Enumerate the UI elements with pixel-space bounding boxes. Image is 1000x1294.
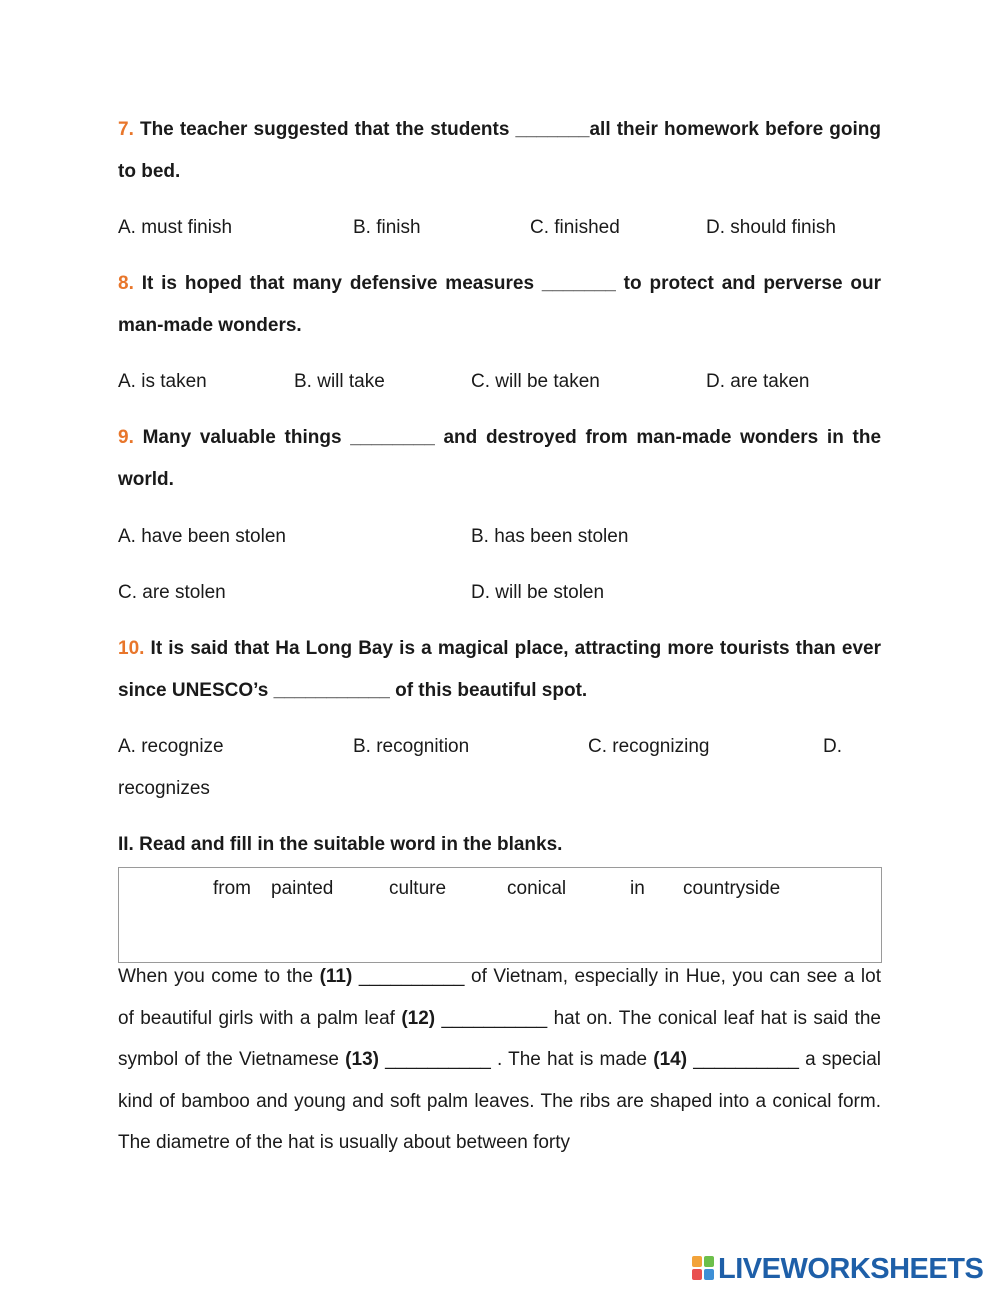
question-7 [118,109,881,193]
question-9 [118,417,881,501]
option-c[interactable]: C. finished [530,217,620,238]
reading-passage [118,956,881,1164]
passage-text: __________ . The hat is made [378,1049,654,1071]
word-item: painted [271,878,334,899]
option-d[interactable]: D. should finish [706,217,836,238]
option-a[interactable]: A. have been stolen [118,526,286,547]
logo-text: LIVEWORKSHEETS [718,1252,984,1285]
option-c[interactable]: C. will be taken [471,371,600,392]
passage-text: When you come to the [118,966,320,987]
word-item: conical [507,878,567,899]
blank-number: (11) [319,966,353,987]
option-d[interactable]: D. [823,736,842,757]
passage-text: __________ hat on. The conical leaf hat is said the symbol of the Vietnamese [118,1007,881,1071]
option-d-cont[interactable]: recognizes [118,778,210,799]
question-number: 7. [118,119,134,140]
blank-number: (12) [401,1007,436,1029]
passage-text: __________ a special kind of bamboo and young and soft palm leaves. The ribs are shaped into a conical form. The diametre of the hat is usually about between forty [118,1049,881,1154]
question-number: 9. [118,427,134,448]
option-d[interactable]: D. will be stolen [471,582,605,603]
word-box [118,867,882,963]
question-8 [118,263,881,347]
question-text: It is said that Ha Long Bay is a magical place, attracting more tourists than [150,638,836,659]
blank-number: (13) [345,1049,379,1071]
question-text-cont: going to bed. [118,119,881,182]
option-c[interactable]: C. recognizing [588,736,710,757]
question-10 [118,628,881,712]
question-text-cont: the world. [118,427,882,490]
blank-number: (14) [653,1049,688,1071]
option-c[interactable]: C. are stolen [118,582,226,603]
word-item: from [213,878,251,899]
option-a[interactable]: A. recognize [118,736,224,757]
passage-text: __________ of Vietnam, especially in Hue, you can see a lot of beautiful girls with a palm leaf [118,966,881,1029]
question-text-cont: ever since UNESCO’s ___________ of this beautiful spot. [118,638,882,701]
option-a[interactable]: A. is taken [118,371,207,392]
section-title: II. Read and fill in the suitable word in the blanks. [118,834,563,855]
word-item: in [630,878,645,899]
option-b[interactable]: B. recognition [353,736,470,757]
option-a[interactable]: A. must finish [118,217,233,238]
option-d[interactable]: D. are taken [706,371,810,392]
option-b[interactable]: B. finish [353,217,421,238]
question-text: The teacher suggested that the students _______all their homework before [139,119,824,140]
option-b[interactable]: B. will take [294,371,385,392]
question-text-cont: our man-made wonders. [118,273,881,336]
option-b[interactable]: B. has been stolen [471,526,629,547]
liveworksheets-logo [692,1254,983,1284]
question-text: It is hoped that many defensive measures _______ to protect and perverse [141,273,843,294]
question-text: Many valuable things ________ and destroyed from man-made wonders in [142,427,844,448]
question-number: 10. [118,638,145,659]
question-number: 8. [118,273,134,294]
logo-mark-icon [692,1256,716,1282]
word-item: culture [389,878,447,899]
word-item: countryside [683,878,781,899]
